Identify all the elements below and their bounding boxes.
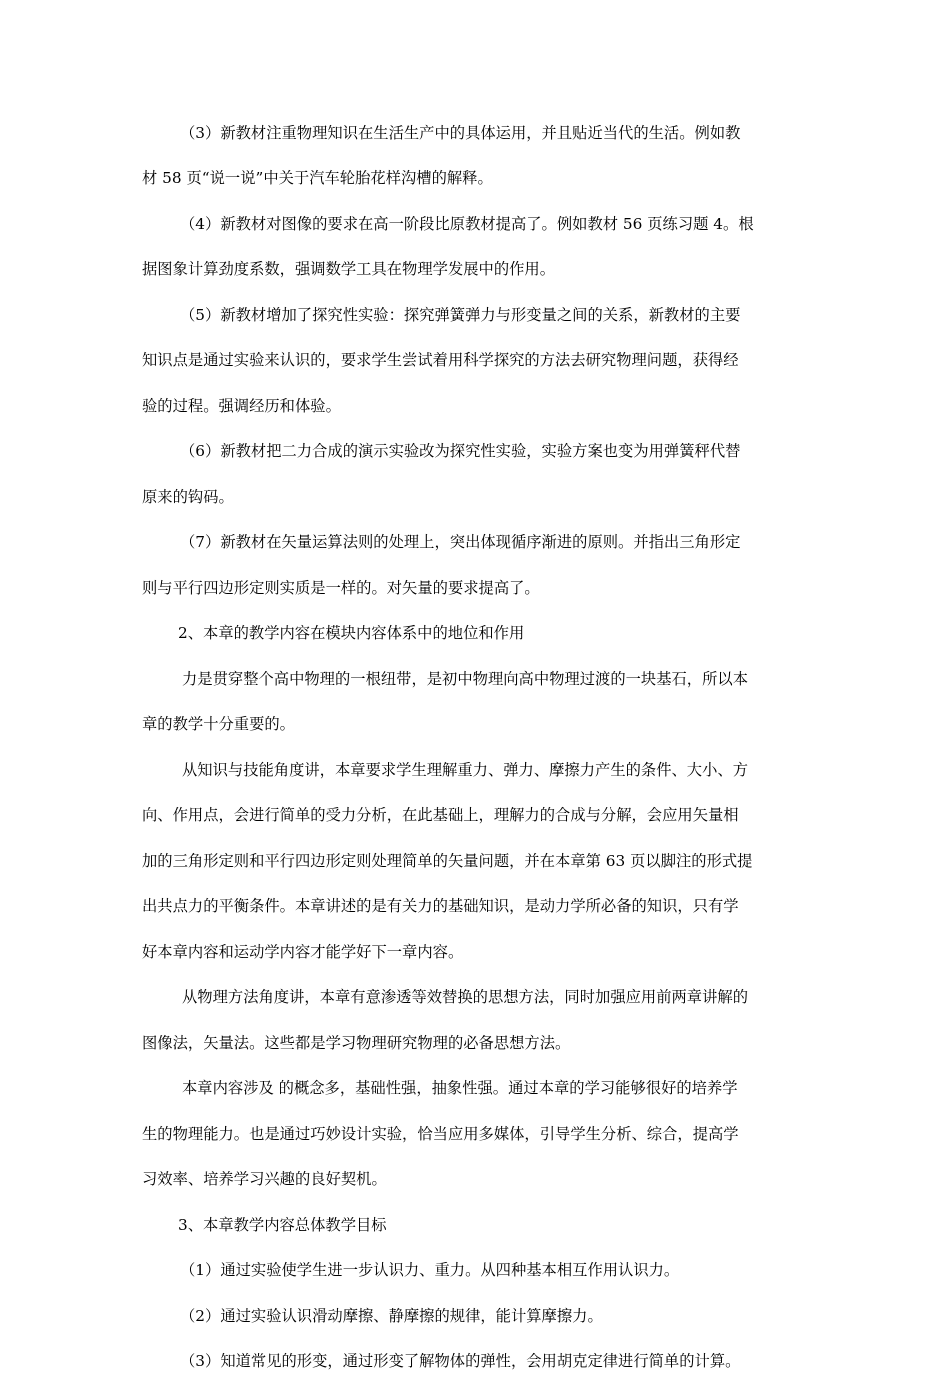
section-heading: 2、本章的教学内容在模块内容体系中的地位和作用 bbox=[178, 624, 525, 642]
paragraph-line: 加的三角形定则和平行四边形定则处理简单的矢量问题，并在本章第 63 页以脚注的形式提 bbox=[142, 852, 753, 870]
section-heading: 3、本章教学内容总体教学目标 bbox=[178, 1216, 387, 1234]
paragraph-line: 材 58 页“说一说”中关于汽车轮胎花样沟槽的解释。 bbox=[142, 169, 493, 187]
paragraph-line: 好本章内容和运动学内容才能学好下一章内容。 bbox=[142, 943, 464, 961]
paragraph-line: （5）新教材增加了探究性实验：探究弹簧弹力与形变量之间的关系，新教材的主要 bbox=[180, 306, 741, 324]
paragraph-line: 图像法，矢量法。这些都是学习物理研究物理的必备思想方法。 bbox=[142, 1034, 571, 1052]
paragraph-line: 出共点力的平衡条件。本章讲述的是有关力的基础知识，是动力学所必备的知识，只有学 bbox=[142, 897, 739, 915]
paragraph-line: 原来的钩码。 bbox=[142, 488, 234, 506]
paragraph-line: 向、作用点，会进行简单的受力分析，在此基础上，理解力的合成与分解，会应用矢量相 bbox=[142, 806, 739, 824]
paragraph-line: 从知识与技能角度讲，本章要求学生理解重力、弹力、摩擦力产生的条件、大小、方 bbox=[182, 761, 748, 779]
paragraph-line: 生的物理能力。也是通过巧妙设计实验，恰当应用多媒体，引导学生分析、综合，提高学 bbox=[142, 1125, 739, 1143]
list-item: （3）知道常见的形变，通过形变了解物体的弹性，会用胡克定律进行简单的计算。 bbox=[180, 1352, 741, 1370]
paragraph-line: 从物理方法角度讲，本章有意渗透等效替换的思想方法，同时加强应用前两章讲解的 bbox=[182, 988, 748, 1006]
paragraph-line: 据图象计算劲度系数，强调数学工具在物理学发展中的作用。 bbox=[142, 260, 556, 278]
paragraph-line: （3）新教材注重物理知识在生活生产中的具体运用，并且贴近当代的生活。例如教 bbox=[180, 124, 741, 142]
paragraph-line: 习效率、培养学习兴趣的良好契机。 bbox=[142, 1170, 387, 1188]
paragraph-line: 验的过程。强调经历和体验。 bbox=[142, 397, 341, 415]
paragraph-line: （6）新教材把二力合成的演示实验改为探究性实验，实验方案也变为用弹簧秤代替 bbox=[180, 442, 741, 460]
paragraph-line: 则与平行四边形定则实质是一样的。对矢量的要求提高了。 bbox=[142, 579, 540, 597]
paragraph-line: 力是贯穿整个高中物理的一根纽带，是初中物理向高中物理过渡的一块基石，所以本 bbox=[182, 670, 748, 688]
paragraph-line: 知识点是通过实验来认识的，要求学生尝试着用科学探究的方法去研究物理问题，获得经 bbox=[142, 351, 739, 369]
paragraph-line: （4）新教材对图像的要求在高一阶段比原教材提高了。例如教材 56 页练习题 4。根 bbox=[180, 215, 754, 233]
list-item: （2）通过实验认识滑动摩擦、静摩擦的规律，能计算摩擦力。 bbox=[180, 1307, 603, 1325]
paragraph-line: 本章内容涉及 的概念多，基础性强，抽象性强。通过本章的学习能够很好的培养学 bbox=[182, 1079, 738, 1097]
list-item: （1）通过实验使学生进一步认识力、重力。从四种基本相互作用认识力。 bbox=[180, 1261, 680, 1279]
paragraph-line: 章的教学十分重要的。 bbox=[142, 715, 295, 733]
paragraph-line: （7）新教材在矢量运算法则的处理上，突出体现循序渐进的原则。并指出三角形定 bbox=[180, 533, 741, 551]
